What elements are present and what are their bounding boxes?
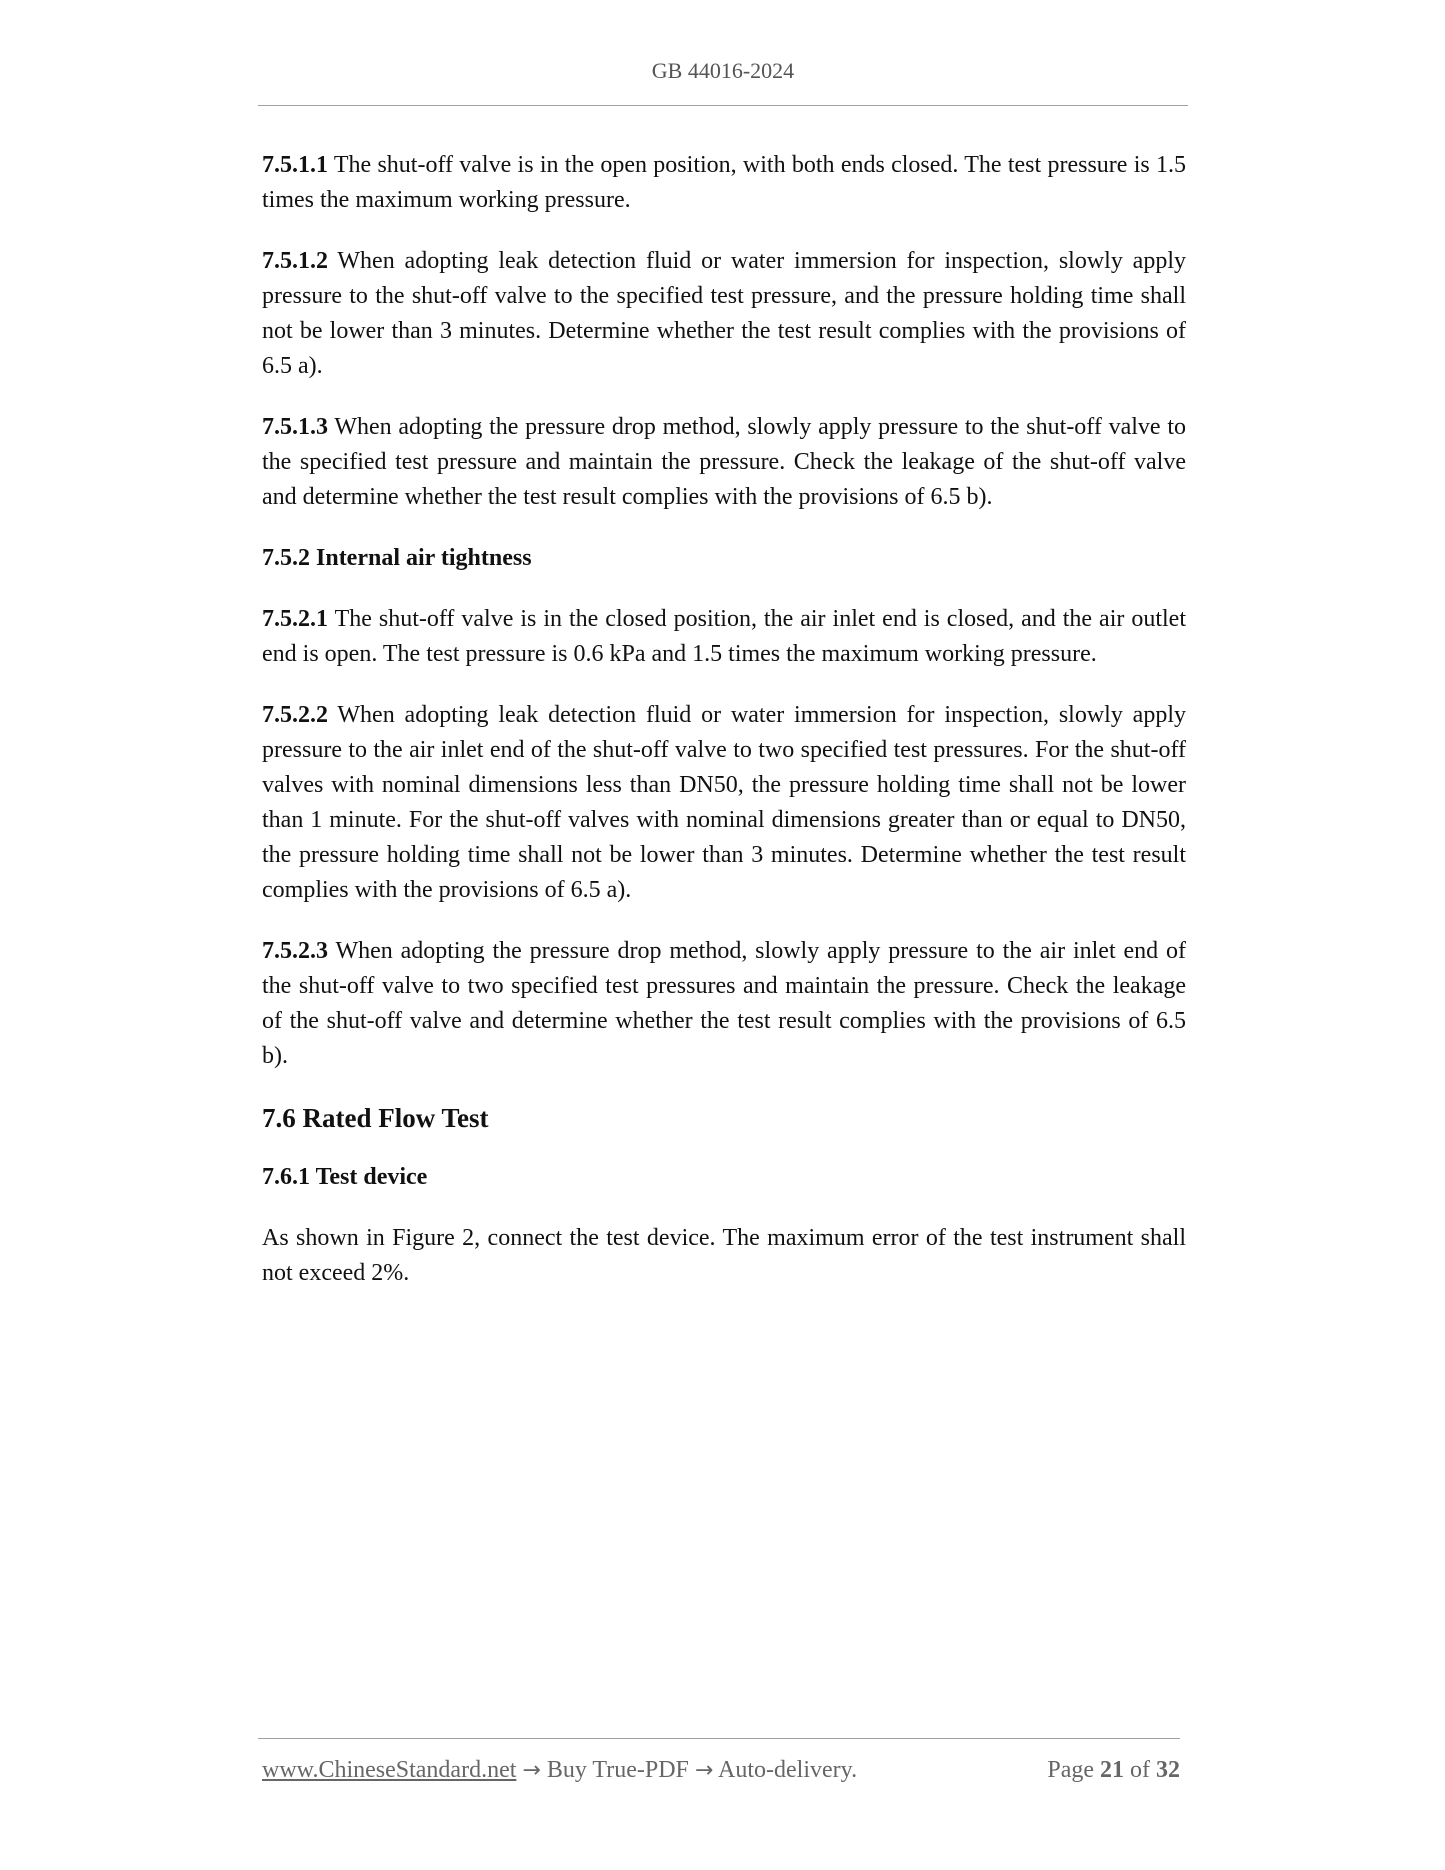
clause-text: When adopting the pressure drop method, slowly apply pressure to the air inlet end of the shut-off valve to two specified test pressures and maintain the pressure. Check the leakage of the shut-off valve and determine whether the test result complies with the provisions of 6.5 b).: [262, 938, 1186, 1069]
clause-7-6-1-text: As shown in Figure 2, connect the test device. The maximum error of the test instrument shall not exceed 2%.: [262, 1225, 1186, 1286]
clause-7-5-2-3: [262, 934, 1186, 1074]
clause-7-5-2-2: [262, 698, 1186, 908]
of-label: of: [1130, 1757, 1150, 1783]
section-7-6: 7.6 Rated Flow Test: [262, 1103, 489, 1133]
page-label: Page: [1047, 1757, 1094, 1783]
clause-text: The shut-off valve is in the open position, with both ends closed. The test pressure is 1.5 times the maximum working pressure.: [262, 152, 1186, 213]
clause-7-5-2-1: [262, 602, 1186, 672]
footer-divider: [258, 1738, 1180, 1739]
heading-7-6-1: 7.6.1 Test device: [262, 1164, 428, 1190]
clause-text: When adopting leak detection fluid or water immersion for inspection, slowly apply pressure to the air inlet end of the shut-off valve to two specified test pressures. For the shut-off valves with nominal dimensions less than DN50, the pressure holding time shall not be lower than 1 minute. For the shut-off valves with nominal dimensions greater than or equal to DN50, the pressure holding time shall not be lower than 3 minutes. Determine whether the test result complies with the provisions of 6.5 a).: [262, 702, 1186, 903]
buy-pdf-text: Buy True-PDF: [546, 1757, 689, 1783]
clause-number: 7.5.2.1: [262, 606, 328, 632]
clause-text: When adopting the pressure drop method, slowly apply pressure to the shut-off valve to the specified test pressure and maintain the pressure. Check the leakage of the shut-off valve and determine whether the test result complies with the provisions of 6.5 b).: [262, 414, 1186, 510]
clause-7-5-1-1: [262, 148, 1186, 218]
document-body: [262, 148, 1186, 1317]
arrow-right-icon: →: [522, 1758, 541, 1783]
page-total: 32: [1156, 1757, 1180, 1783]
clause-number: 7.5.1.2: [262, 248, 328, 274]
clause-number: 7.5.2.3: [262, 938, 328, 964]
page-current: 21: [1100, 1757, 1124, 1783]
clause-number: 7.5.1.1: [262, 152, 328, 178]
clause-7-5-1-2: [262, 244, 1186, 384]
header-divider: [258, 105, 1188, 106]
clause-text: The shut-off valve is in the closed position, the air inlet end is closed, and the air outlet end is open. The test pressure is 0.6 kPa and 1.5 times the maximum working pressure.: [262, 606, 1186, 667]
clause-text: When adopting leak detection fluid or water immersion for inspection, slowly apply pressure to the shut-off valve to the specified test pressure, and the pressure holding time shall not be lower than 3 minutes. Determine whether the test result complies with the provisions of 6.5 a).: [262, 248, 1186, 379]
arrow-right-icon: →: [694, 1758, 714, 1783]
clause-number: 7.5.1.3: [262, 414, 328, 440]
auto-delivery-text: Auto-delivery.: [718, 1757, 858, 1783]
clause-7-5-1-3: [262, 410, 1186, 515]
website-link[interactable]: www.ChineseStandard.net: [262, 1757, 517, 1783]
page-indicator: [1047, 1757, 1180, 1784]
clause-number: 7.5.2.2: [262, 702, 328, 728]
page-header: GB 44016-2024: [651, 58, 795, 83]
heading-7-5-2: 7.5.2 Internal air tightness: [262, 545, 532, 571]
footer-promo: [262, 1757, 857, 1784]
